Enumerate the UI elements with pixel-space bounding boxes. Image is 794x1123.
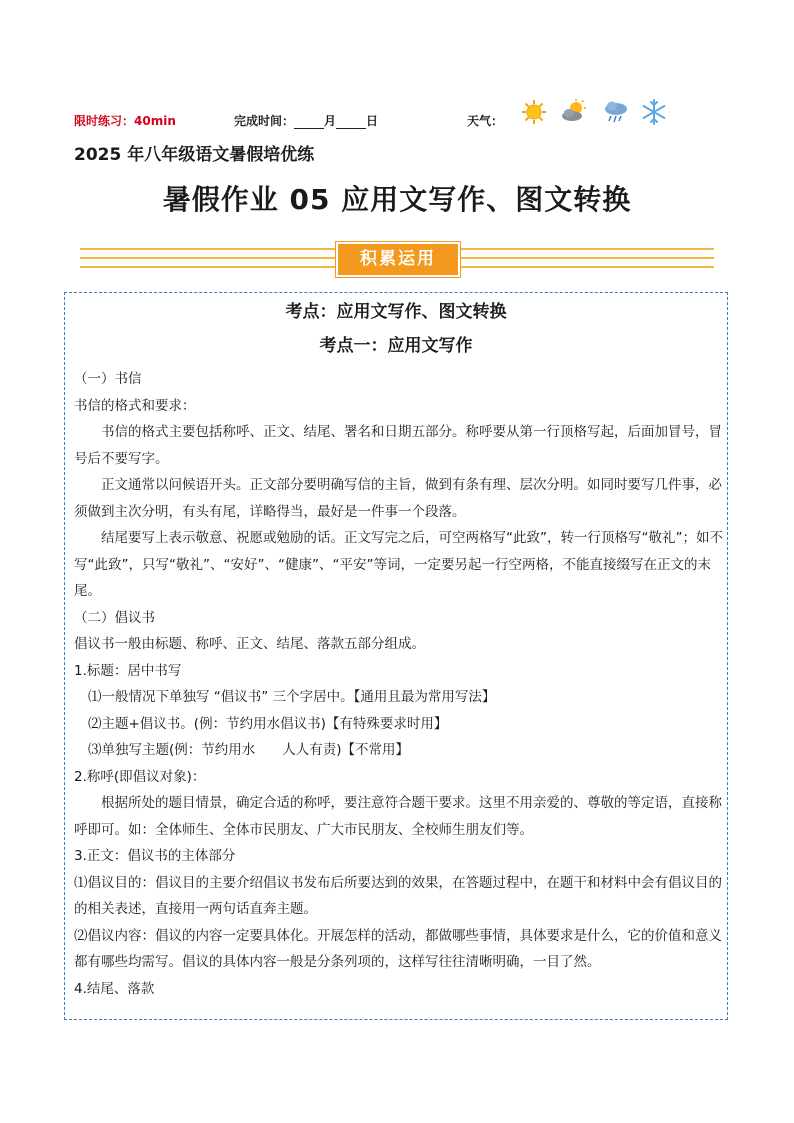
sun-cloud-icon [560, 98, 588, 126]
paragraph: 3.正文：倡议书的主体部分 [74, 848, 236, 864]
content-body [74, 366, 724, 1002]
paragraph: ⑵倡议内容：倡议的内容一定要具体化。开展怎样的活动，都做哪些事情，具体要求是什么，它的价值和意义都有哪些均需写。倡议的具体内容一般是分条列项的，这样写往往清晰明确，一目了然。 [74, 927, 722, 970]
paragraph: 倡议书一般由标题、称呼、正文、结尾、落款五部分组成。 [74, 636, 425, 652]
paragraph: ⑵主题+倡议书。(例：节约用水倡议书)【有特殊要求时用】 [88, 715, 448, 732]
practice-info-bar [74, 108, 694, 130]
finish-time-label: 完成时间： [234, 114, 295, 128]
snowflake-icon [640, 98, 668, 126]
paragraph: 1.标题：居中书写 [74, 662, 182, 679]
paragraph: ⑴倡议目的：倡议目的主要介绍倡议书发布后所要达到的效果，在答题过程中，在题干和材料中会有倡议目的的相关表述，直接用一两句话直奔主题。 [74, 874, 722, 917]
page-title: 暑假作业 05 应用文写作、图文转换 [162, 183, 632, 216]
finish-time [234, 112, 378, 129]
day-blank[interactable] [336, 117, 366, 129]
sun-icon [520, 98, 548, 126]
paragraph: 正文通常以问候语开头。正文部分要明确写信的主旨，做到有条有理、层次分明。如同时要写几件事，必须做到主次分明，有头有尾，详略得当，最好是一件事一个段落。 [74, 477, 722, 520]
paragraph: 结尾要写上表示敬意、祝愿或勉励的话。正文写完之后，可空两格写“此致”，转一行顶格写“敬礼”；如不写“此致”，只写“敬礼”、“安好”、“健康”、“平安”等词，一定要另起一行空两格，不能直接缀写在正文的末尾。 [74, 530, 723, 599]
paragraph: ⑴一般情况下单独写 “倡议书” 三个字居中。【通用且最为常用写法】 [88, 689, 496, 705]
rain-cloud-icon [602, 98, 630, 126]
paragraph: ⑶单独写主题(例：节约用水 人人有责)【不常用】 [88, 742, 410, 758]
paragraph: 书信的格式和要求： [74, 397, 196, 414]
paragraph: 根据所处的题目情景，确定合适的称呼，要注意符合题干要求。这里不用亲爱的、尊敬的等定语，直接称呼即可。如：全体师生、全体市民朋友、广大市民朋友、全校师生朋友们等。 [74, 795, 722, 838]
paragraph: （二）倡议书 [74, 609, 155, 626]
topic-heading: 考点：应用文写作、图文转换 [285, 302, 507, 322]
banner-tag: 积累运用 [336, 242, 460, 277]
paragraph: 4.结尾、落款 [74, 980, 155, 997]
time-limit: 限时练习：40min [74, 114, 176, 128]
month-label: 月 [324, 114, 337, 128]
paragraph: 书信的格式主要包括称呼、正文、结尾、署名和日期五部分。称呼要从第一行顶格写起，后面加冒号，冒号后不要写字。 [74, 424, 722, 467]
section-banner [80, 242, 714, 278]
subtopic-heading: 考点一：应用文写作 [319, 336, 473, 356]
paragraph: 2.称呼(即倡议对象)： [74, 768, 206, 785]
day-label: 日 [366, 114, 379, 128]
subtitle: 2025 年八年级语文暑假培优练 [74, 145, 315, 165]
weather-label: 天气： [467, 114, 504, 128]
paragraph: （一）书信 [74, 371, 142, 387]
month-blank[interactable] [294, 117, 324, 129]
